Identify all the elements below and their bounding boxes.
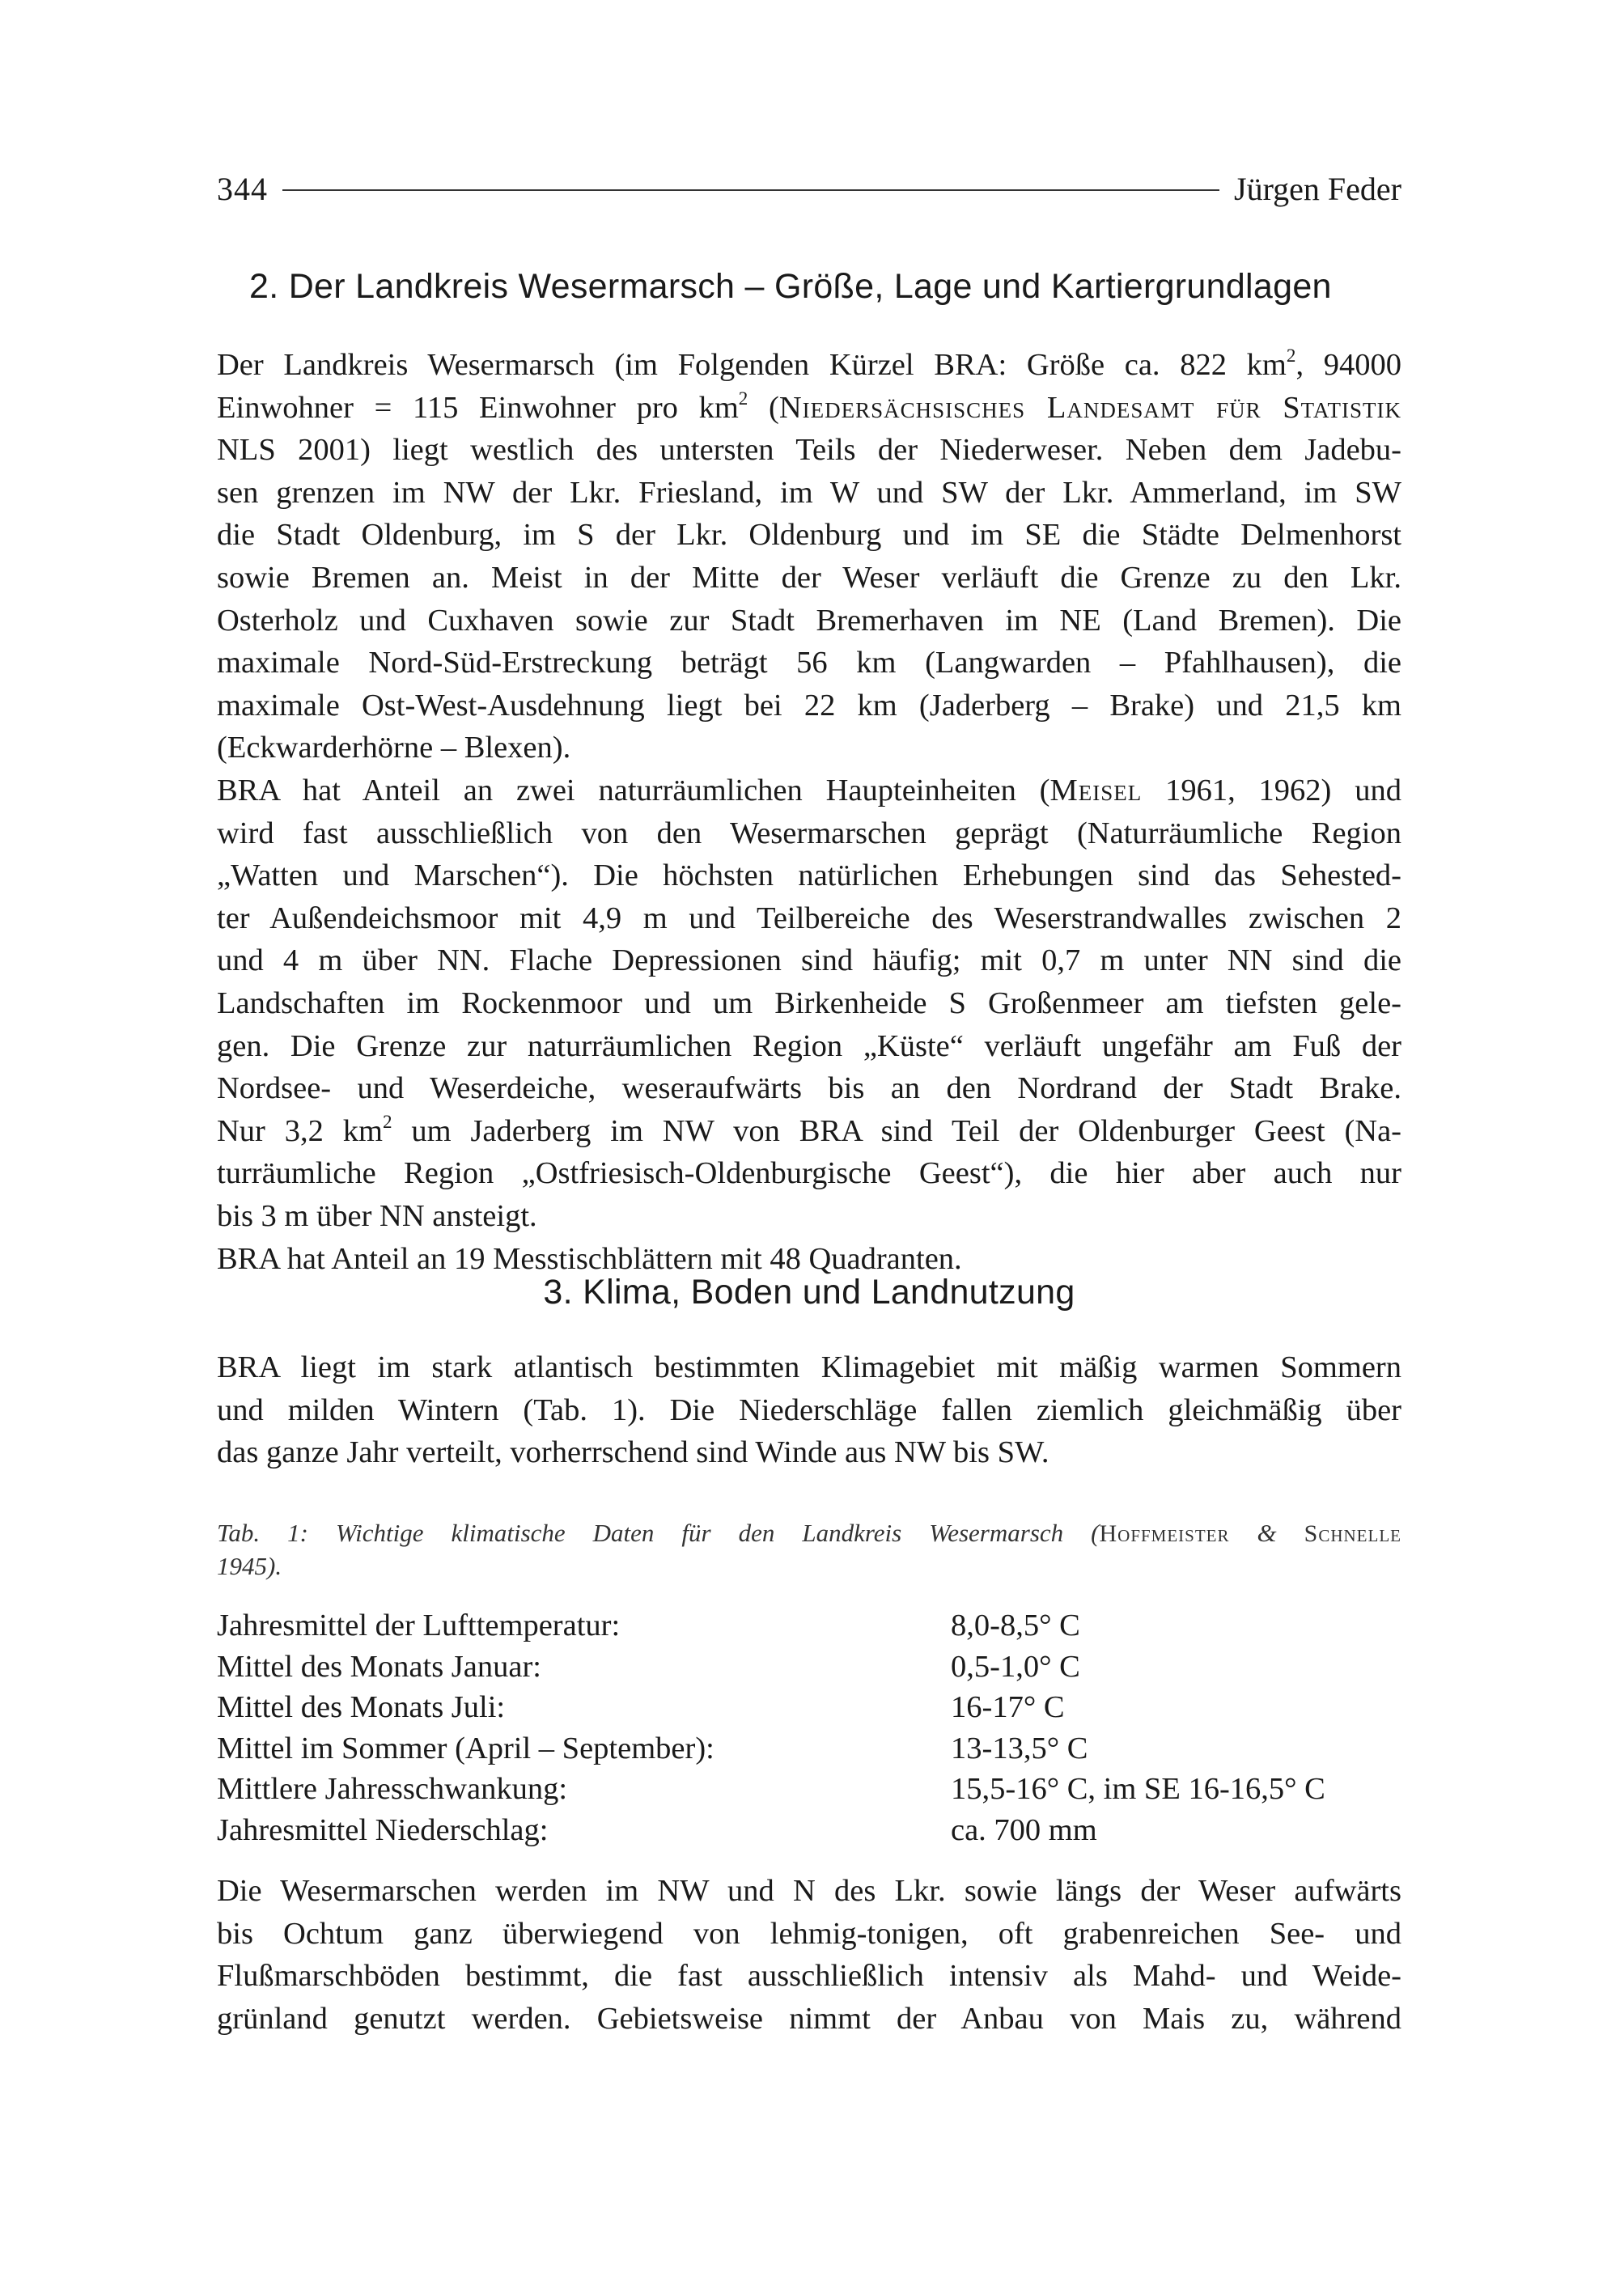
running-author: Jürgen Feder xyxy=(1234,170,1401,207)
citation-smallcaps: Meisel xyxy=(1049,774,1143,807)
climate-table xyxy=(217,1608,1401,1853)
climate-value: 16-17° C xyxy=(951,1690,1065,1724)
climate-row xyxy=(217,1812,1401,1854)
climate-value: 13-13,5° C xyxy=(951,1731,1088,1765)
text-line: sen grenzen im NW der Lkr. Friesland, im W und SW der Lkr. Ammerland, im SW xyxy=(217,475,1401,510)
page-number: 344 xyxy=(217,170,268,207)
text-line: maximale Nord-Süd-Erstreckung beträgt 56 km (Langwarden – Pfahlhausen), die xyxy=(217,646,1401,680)
table-caption xyxy=(217,1517,1401,1583)
text-line: die Stadt Oldenburg, im S der Lkr. Oldenburg und im SE die Städte Delmenhorst xyxy=(217,518,1401,553)
climate-label: Jahresmittel der Lufttemperatur: xyxy=(217,1608,621,1642)
text-line: Die Wesermarschen werden im NW und N des Lkr. sowie längs der Weser aufwärts xyxy=(217,1874,1401,1908)
text-line: wird fast ausschließlich von den Wesermarschen geprägt (Naturräumliche Region xyxy=(217,816,1401,850)
caption-year: 1945). xyxy=(217,1552,282,1580)
climate-row xyxy=(217,1731,1401,1772)
section-2-paragraph-2 xyxy=(217,769,1401,1238)
citation-smallcaps: Niedersächsisches Landesamt für Statistik xyxy=(778,390,1401,425)
text-line: Der Landkreis Wesermarsch (im Folgenden Kürzel BRA: Größe ca. 822 $km^2$, 94000 xyxy=(217,345,1402,382)
text-line: maximale Ost-West-Ausdehnung liegt bei 22 km (Jaderberg – Brake) und 21,5 km xyxy=(217,688,1401,723)
climate-label: Mittlere Jahresschwankung: xyxy=(217,1772,568,1806)
climate-label: Jahresmittel Niederschlag: xyxy=(217,1812,549,1847)
climate-value: 0,5-1,0° C xyxy=(951,1649,1080,1684)
text-line: Landschaften im Rockenmoor und um Birkenheide S Großenmeer am tiefsten gele- xyxy=(217,985,1401,1020)
climate-row xyxy=(217,1771,1401,1812)
text-line: Nur 3,2 $km^2$ um Jaderberg im NW von BRA sind Teil der Oldenburger Geest (Na- xyxy=(217,1110,1401,1148)
climate-row xyxy=(217,1689,1401,1731)
text-line: sowie Bremen an. Meist in der Mitte der Weser verläuft die Grenze zu den Lkr. xyxy=(217,560,1401,595)
text-line: und 4 m über NN. Flache Depressionen sind häufig; mit 0,7 m unter NN sind die xyxy=(217,943,1401,978)
text-line: (Eckwarderhörne – Blexen). xyxy=(217,731,571,765)
climate-label: Mittel des Monats Juli: xyxy=(217,1690,506,1724)
section-3-heading: 3. Klima, Boden und Landnutzung xyxy=(543,1273,1075,1312)
text-line: ter Außendeichsmoor mit 4,9 m und Teilbereiche des Weserstrandwalles zwischen 2 xyxy=(217,901,1401,935)
text-line: Flußmarschböden bestimmt, die fast ausschließlich intensiv als Mahd- und Weide- xyxy=(217,1959,1401,1994)
climate-value: ca. 700 mm xyxy=(951,1812,1097,1847)
climate-label: Mittel des Monats Januar: xyxy=(217,1649,541,1684)
climate-label: Mittel im Sommer (April – September): xyxy=(217,1731,714,1765)
section-3-paragraph-2 xyxy=(217,1870,1401,2040)
caption-line: Tab. 1: Wichtige klimatische Daten für den Landkreis Wesermarsch (Hoffmeister & Schnelle xyxy=(217,1519,1401,1547)
section-3-paragraph-1 xyxy=(217,1346,1401,1474)
text-line: „Watten und Marschen“). Die höchsten natürlichen Erhebungen sind das Sehested- xyxy=(217,858,1401,893)
section-2-paragraph-1 xyxy=(217,344,1401,769)
text-line: BRA hat Anteil an 19 Messtischblättern mit 48 Quadranten. xyxy=(217,1242,962,1276)
text-line: turräumliche Region „Ostfriesisch-Oldenburgische Geest“), die hier aber auch nur xyxy=(217,1156,1401,1191)
text-line: BRA hat Anteil an zwei naturräumlichen Haupteinheiten (Meisel 1961, 1962) und xyxy=(217,774,1401,807)
text-line: Einwohner = 115 Einwohner pro $km^2$ (Niedersächsisches Landesamt für Statistik xyxy=(217,387,1401,425)
text-line: NLS 2001) liegt westlich des untersten Teils der Niederweser. Neben dem Jadebu- xyxy=(217,433,1401,468)
text-line: das ganze Jahr verteilt, vorherrschend sind Winde aus NW bis SW. xyxy=(217,1435,1049,1470)
climate-row xyxy=(217,1649,1401,1690)
text-line: und milden Wintern (Tab. 1). Die Niederschläge fallen ziemlich gleichmäßig über xyxy=(217,1392,1401,1427)
section-2-heading: 2. Der Landkreis Wesermarsch – Größe, Lage und Kartiergrundlagen xyxy=(249,267,1332,306)
running-header xyxy=(217,168,1401,209)
text-line: grünland genutzt werden. Gebietsweise nimmt der Anbau von Mais zu, während xyxy=(217,2001,1401,2036)
text-line: bis Ochtum ganz überwiegend von lehmig-tonigen, oft grabenreichen See- und xyxy=(217,1916,1401,1951)
text-line: BRA liegt im stark atlantisch bestimmten Klimagebiet mit mäßig warmen Sommern xyxy=(217,1350,1401,1384)
text-line: gen. Die Grenze zur naturräumlichen Region „Küste“ verläuft ungefähr am Fuß der xyxy=(217,1028,1401,1063)
text-line: bis 3 m über NN ansteigt. xyxy=(217,1198,537,1233)
header-rule xyxy=(282,189,1219,191)
text-line: Nordsee- und Weserdeiche, weseraufwärts bis an den Nordrand der Stadt Brake. xyxy=(217,1071,1401,1106)
text-line: Osterholz und Cuxhaven sowie zur Stadt Bremerhaven im NE (Land Bremen). Die xyxy=(217,603,1401,638)
climate-row xyxy=(217,1608,1401,1649)
climate-value: 8,0-8,5° C xyxy=(951,1608,1080,1642)
climate-value: 15,5-16° C, im SE 16-16,5° C xyxy=(951,1772,1325,1806)
